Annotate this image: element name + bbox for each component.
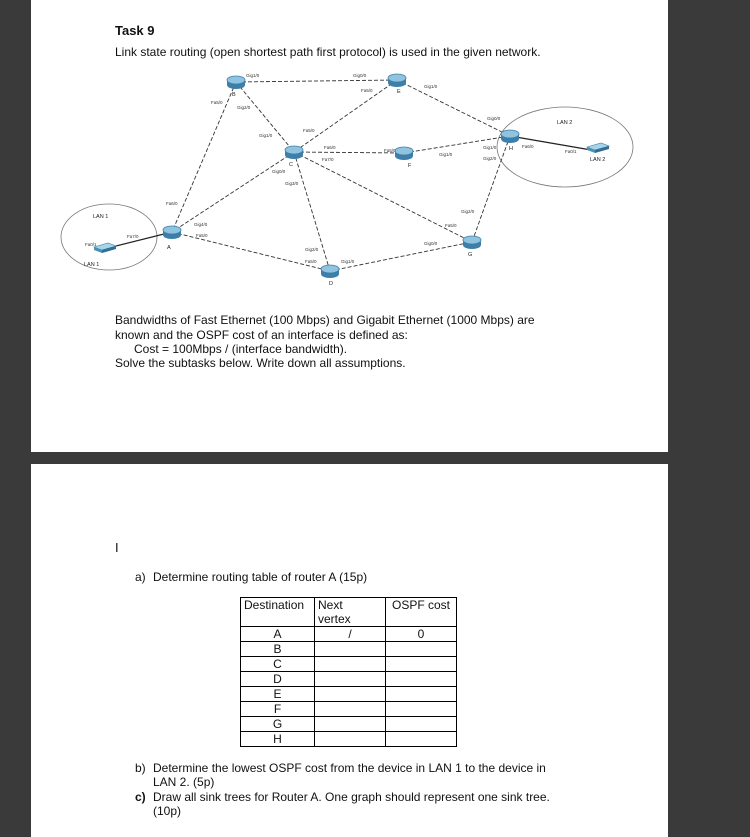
router-e-icon xyxy=(388,74,406,87)
row-next-vertex xyxy=(315,642,386,657)
table-header-row xyxy=(241,598,457,627)
header-vertex: vertex xyxy=(318,612,351,626)
lan1-device-icon xyxy=(94,243,116,253)
router-g-icon xyxy=(463,236,481,249)
routing-table xyxy=(240,597,457,747)
header-next-vertex xyxy=(315,598,386,627)
header-next: Next xyxy=(318,598,343,612)
lan1-device-label: LAN 1 xyxy=(84,262,100,268)
router-d-label: D xyxy=(329,281,333,287)
lan2-cloud xyxy=(497,107,633,187)
port-label: Gig4/0 xyxy=(194,222,208,227)
port-label: Gig2/0 xyxy=(461,209,475,214)
port-label: Fa6/0 xyxy=(166,201,178,206)
port-label: Fa0/1 xyxy=(85,242,97,247)
header-destination: Destination xyxy=(241,598,315,627)
port-label: Gig1/0 xyxy=(341,259,355,264)
row-dest: G xyxy=(241,717,315,732)
port-label: Fa5/0 xyxy=(445,223,457,228)
question-c-line-2: (10p) xyxy=(153,804,182,818)
row-cost xyxy=(386,732,457,747)
lan2-device-label: LAN 2 xyxy=(590,157,606,163)
port-label: Fa5/0 xyxy=(303,128,315,133)
port-label: Gig0/0 xyxy=(272,169,286,174)
table-row xyxy=(241,732,457,747)
row-cost xyxy=(386,642,457,657)
router-a-label: A xyxy=(167,245,171,251)
desc-line-1: Bandwidths of Fast Ethernet (100 Mbps) and Gigabit Ethernet (1000 Mbps) are xyxy=(115,313,535,327)
row-next-vertex xyxy=(315,702,386,717)
row-dest: A xyxy=(241,627,315,642)
question-b-line-2: LAN 2. (5p) xyxy=(153,775,215,789)
table-row xyxy=(241,627,457,642)
desc-line-3: Cost = 100Mbps / (interface bandwidth). xyxy=(134,342,348,356)
page-1 xyxy=(31,0,668,452)
router-e-label: E xyxy=(397,89,401,95)
table-row xyxy=(241,687,457,702)
question-a-label: a) xyxy=(135,570,146,584)
router-g-label: G xyxy=(468,252,473,258)
row-next-vertex xyxy=(315,672,386,687)
text-cursor-mark: I xyxy=(115,540,119,555)
row-next-vertex xyxy=(315,732,386,747)
page-2 xyxy=(31,464,668,837)
port-label: Gig0/0 xyxy=(424,241,438,246)
port-label: Fa5/0 xyxy=(211,100,223,105)
row-cost xyxy=(386,702,457,717)
port-label: Gig0/0 xyxy=(353,73,367,78)
desc-line-4: Solve the subtasks below. Write down all assumptions. xyxy=(115,356,406,370)
port-label: Fa7/0 xyxy=(322,157,334,162)
row-next-vertex xyxy=(315,717,386,732)
desc-line-2: known and the OSPF cost of an interface is defined as: xyxy=(115,328,408,342)
port-label: Gig1/0 xyxy=(439,152,453,157)
table-row xyxy=(241,717,457,732)
lan1-cloud-label: LAN 1 xyxy=(93,214,109,220)
row-dest: F xyxy=(241,702,315,717)
network-links xyxy=(172,80,510,271)
router-f-icon xyxy=(395,147,413,160)
router-f-label: F xyxy=(408,163,412,169)
router-c-label: C xyxy=(289,162,293,168)
row-cost: 0 xyxy=(386,627,457,642)
question-b-label: b) xyxy=(135,761,146,775)
question-c-label: c) xyxy=(135,790,146,804)
row-cost xyxy=(386,687,457,702)
port-label: Gig2/0 xyxy=(305,247,319,252)
row-dest: B xyxy=(241,642,315,657)
table-row xyxy=(241,672,457,687)
question-a xyxy=(135,570,367,584)
question-b-line-1: Determine the lowest OSPF cost from the device in LAN 1 to the device in xyxy=(153,761,546,775)
port-label: Fa0/1 xyxy=(565,149,577,154)
table-row xyxy=(241,642,457,657)
port-label: Gig1/0 xyxy=(483,145,497,150)
port-label: Gig2/0 xyxy=(237,105,251,110)
port-label: Fa6/0 xyxy=(324,145,336,150)
router-h-label: H xyxy=(509,146,513,152)
task-title: Task 9 xyxy=(115,23,155,38)
router-d-icon xyxy=(321,265,339,278)
lan2-device-icon xyxy=(587,143,609,153)
question-b xyxy=(135,761,546,789)
port-label: Fa5/0 xyxy=(196,233,208,238)
row-cost xyxy=(386,672,457,687)
port-label: Gig3/0 xyxy=(285,181,299,186)
table-row xyxy=(241,657,457,672)
router-b-icon xyxy=(227,76,245,89)
table-row xyxy=(241,702,457,717)
row-next-vertex xyxy=(315,657,386,672)
port-label: Gig1/0 xyxy=(259,133,273,138)
row-cost xyxy=(386,717,457,732)
row-cost xyxy=(386,657,457,672)
port-label: Gig0/0 xyxy=(487,116,501,121)
row-dest: E xyxy=(241,687,315,702)
port-label: Fa5/0 xyxy=(361,88,373,93)
router-a-icon xyxy=(163,226,181,239)
row-dest: D xyxy=(241,672,315,687)
row-next-vertex xyxy=(315,687,386,702)
router-b-label: B xyxy=(232,92,236,98)
question-c-line-1: Draw all sink trees for Router A. One graph should represent one sink tree. xyxy=(153,790,550,804)
port-label: Fa7/0 xyxy=(127,234,139,239)
router-c-icon xyxy=(285,146,303,159)
row-dest: C xyxy=(241,657,315,672)
port-label: Gig2/0 xyxy=(483,156,497,161)
port-label: Fa5/0 xyxy=(384,148,396,153)
question-c xyxy=(135,790,550,818)
router-h-icon xyxy=(501,130,519,143)
row-dest: H xyxy=(241,732,315,747)
port-label: Gig1/0 xyxy=(424,84,438,89)
row-next-vertex: / xyxy=(315,627,386,642)
port-label: Gig1/0 xyxy=(246,73,260,78)
task-intro: Link state routing (open shortest path first protocol) is used in the given network. xyxy=(115,45,541,59)
question-a-text: Determine routing table of router A (15p) xyxy=(153,570,368,584)
lan2-cloud-label: LAN 2 xyxy=(557,120,573,126)
header-ospf-cost: OSPF cost xyxy=(386,598,457,627)
lan1-cloud xyxy=(61,204,157,270)
port-label: Fa5/0 xyxy=(305,259,317,264)
port-label: Fa6/0 xyxy=(522,144,534,149)
